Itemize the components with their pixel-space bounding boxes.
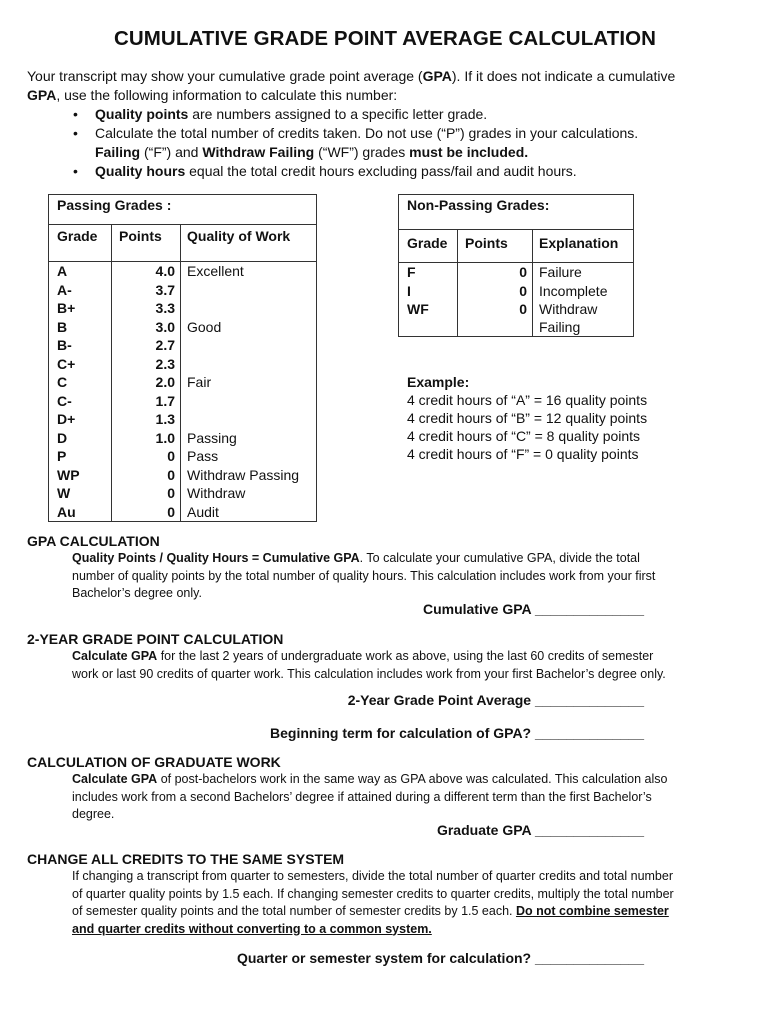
np-grade-points: 0 [519,282,527,299]
example-line: 4 credit hours of “B” = 12 quality points [407,410,648,426]
grade-points: 4.0 [155,263,175,279]
np-grade-points: 0 [519,264,527,280]
example-heading: Example: [407,374,470,390]
grade-letter: C+ [57,355,76,372]
example-line: 4 credit hours of “C” = 8 quality points [407,428,641,444]
paragraph-line [72,648,752,666]
grade-points: 2.0 [155,374,175,390]
paragraph-line: Bachelor’s degree only. [72,586,202,600]
nonpassing-grades-heading: Non-Passing Grades: [407,197,550,213]
column-divider [532,229,533,337]
grade-quality: Passing [187,429,237,446]
grade-letter: Au [57,503,76,520]
gpa-calculation-text [72,550,752,603]
intro-bullet-list [27,105,747,181]
grade-letter: C [57,374,68,390]
paragraph-text: for the last 2 years of undergraduate work as above, using the last 60 credits of semester [157,649,654,663]
grade-points: 3.0 [155,318,175,335]
paragraph-line [72,903,752,921]
column-divider [180,225,181,522]
grade-points: 1.0 [155,429,175,446]
example-line: 4 credit hours of “A” = 16 quality points [407,392,648,408]
np-grade-letter: F [407,264,416,280]
bullet-term: Failing [95,144,141,160]
bullet-term: must be included. [409,144,529,160]
bullet-text: are numbers assigned to a specific letter grade. [188,106,488,122]
paragraph-line [72,550,752,568]
paragraph-line: of quarter quality points by 1.5 each. If changing semester credits to quarter credits, multiply the total number [72,886,674,901]
intro-text: ). If it does not indicate a cumulative [451,68,676,84]
bullet-text: (“WF”) grades [314,144,410,160]
paragraph-line: number of quality points by the total number of quality hours. This calculation includes work from your first [72,568,656,583]
grade-points: 1.7 [155,392,175,409]
grade-letter: D [57,429,68,446]
paragraph-line: degree. [72,807,115,821]
paragraph-text: of post-bachelors work in the same way as GPA above was calculated. This calculation also [157,772,668,786]
col-points-header: Points [119,228,162,244]
grade-letter: D+ [57,411,76,427]
cumulative-gpa-field[interactable]: Cumulative GPA ______________ [422,601,644,617]
grade-points: 3.3 [155,300,175,316]
paragraph-line: If changing a transcript from quarter to semesters, divide the total number of quarter credits and total number [72,869,673,883]
bullet-quality-points [95,105,747,124]
np-grade-explanation: Failure [539,264,582,280]
bullet-term: Withdraw Failing [202,144,315,160]
grade-points: 2.3 [155,355,175,372]
grade-letter: B+ [57,300,76,316]
page-title: CUMULATIVE GRADE POINT AVERAGE CALCULATION [113,27,657,50]
np-grade-explanation: Withdraw [539,301,598,317]
grade-points: 0 [167,485,175,501]
intro-line-1 [27,67,747,86]
grade-quality: Fair [187,374,212,390]
grade-points: 0 [167,503,175,520]
graduate-text [72,771,752,824]
formula: Quality Points / Quality Hours = Cumulative GPA [72,551,360,565]
np-grade-points: 0 [519,301,527,317]
col-quality-header: Quality of Work [187,228,291,244]
divider [398,262,634,263]
calc-term: Calculate GPA [72,772,158,786]
warning-text: and quarter credits without converting to a common system. [72,921,432,936]
intro-gpa-term: GPA [27,87,57,103]
grade-letter: B [57,318,68,335]
two-year-text [72,648,752,683]
np-col-points-header: Points [465,235,508,251]
two-year-gpa-field[interactable]: 2-Year Grade Point Average ______________ [347,692,644,708]
grade-letter: A- [57,281,72,298]
grade-quality: Pass [187,448,219,464]
bullet-text: Calculate the total number of credits taken. Do not use (“P”) grades in your calculations. [95,125,639,141]
bullet-quality-hours [95,162,747,181]
paragraph-line: work or last 90 credits of quarter work. This calculation includes work from your first Bachelor’s degree only. [72,666,666,681]
calc-term: Calculate GPA [72,649,158,663]
section-heading-graduate: CALCULATION OF GRADUATE WORK [27,754,281,770]
section-heading-gpa-calculation: GPA CALCULATION [27,533,160,549]
grade-quality: Good [187,318,222,335]
np-col-grade-header: Grade [407,235,448,251]
grade-quality: Withdraw [187,485,246,501]
quarter-semester-field[interactable]: Quarter or semester system for calculation? ______________ [236,950,644,966]
grade-points: 0 [167,466,175,483]
grade-letter: P [57,448,67,464]
graduate-gpa-field[interactable]: Graduate GPA ______________ [436,822,644,838]
np-explanation-cont: Failing [539,319,581,335]
intro-line-2 [27,86,747,105]
bullet-term: Quality points [95,106,189,122]
grade-quality: Withdraw Passing [187,466,300,483]
intro-gpa-term: GPA [422,68,452,84]
intro-text: , use the following information to calculate this number: [56,87,398,103]
grade-letter: B- [57,337,72,353]
bullet-total-credits [95,124,747,162]
same-system-text [72,868,752,938]
grade-letter: C- [57,392,72,409]
beginning-term-field[interactable]: Beginning term for calculation of GPA? ______________ [270,725,644,741]
col-grade-header: Grade [57,228,98,244]
paragraph-line: includes work from a second Bachelors’ degree if attained during a different term than the first Bachelor’s [72,789,652,804]
grade-letter: W [57,485,71,501]
grade-letter: A [57,263,68,279]
np-col-explanation-header: Explanation [539,235,619,251]
paragraph-line [72,771,752,789]
bullet-text: (“F”) and [140,144,203,160]
grade-points: 3.7 [155,281,175,298]
grade-points: 0 [167,448,175,464]
np-grade-explanation: Incomplete [539,282,608,299]
paragraph-text: . To calculate your cumulative GPA, divide the total [359,551,640,565]
passing-grades-heading: Passing Grades : [57,197,172,213]
grade-letter: WP [57,466,80,483]
divider [398,229,634,230]
bullet-term: Quality hours [95,163,186,179]
warning-text: Do not combine semester [515,904,669,918]
bullet-text: equal the total credit hours excluding pass/fail and audit hours. [185,163,577,179]
example-line: 4 credit hours of “F” = 0 quality points [407,446,639,462]
intro-text: Your transcript may show your cumulative grade point average ( [27,68,423,84]
np-grade-letter: I [407,282,411,299]
grade-quality: Audit [187,503,219,520]
section-heading-same-system: CHANGE ALL CREDITS TO THE SAME SYSTEM [27,851,345,867]
section-heading-two-year: 2-YEAR GRADE POINT CALCULATION [27,631,284,647]
paragraph-line [72,921,752,939]
np-grade-letter: WF [407,301,429,317]
grade-points: 2.7 [155,337,175,353]
grade-points: 1.3 [155,411,175,427]
grade-quality: Excellent [187,263,244,279]
paragraph-text: of semester quality points and the total number of semester credits by 1.5 each. [72,904,516,918]
intro-section [27,67,747,181]
